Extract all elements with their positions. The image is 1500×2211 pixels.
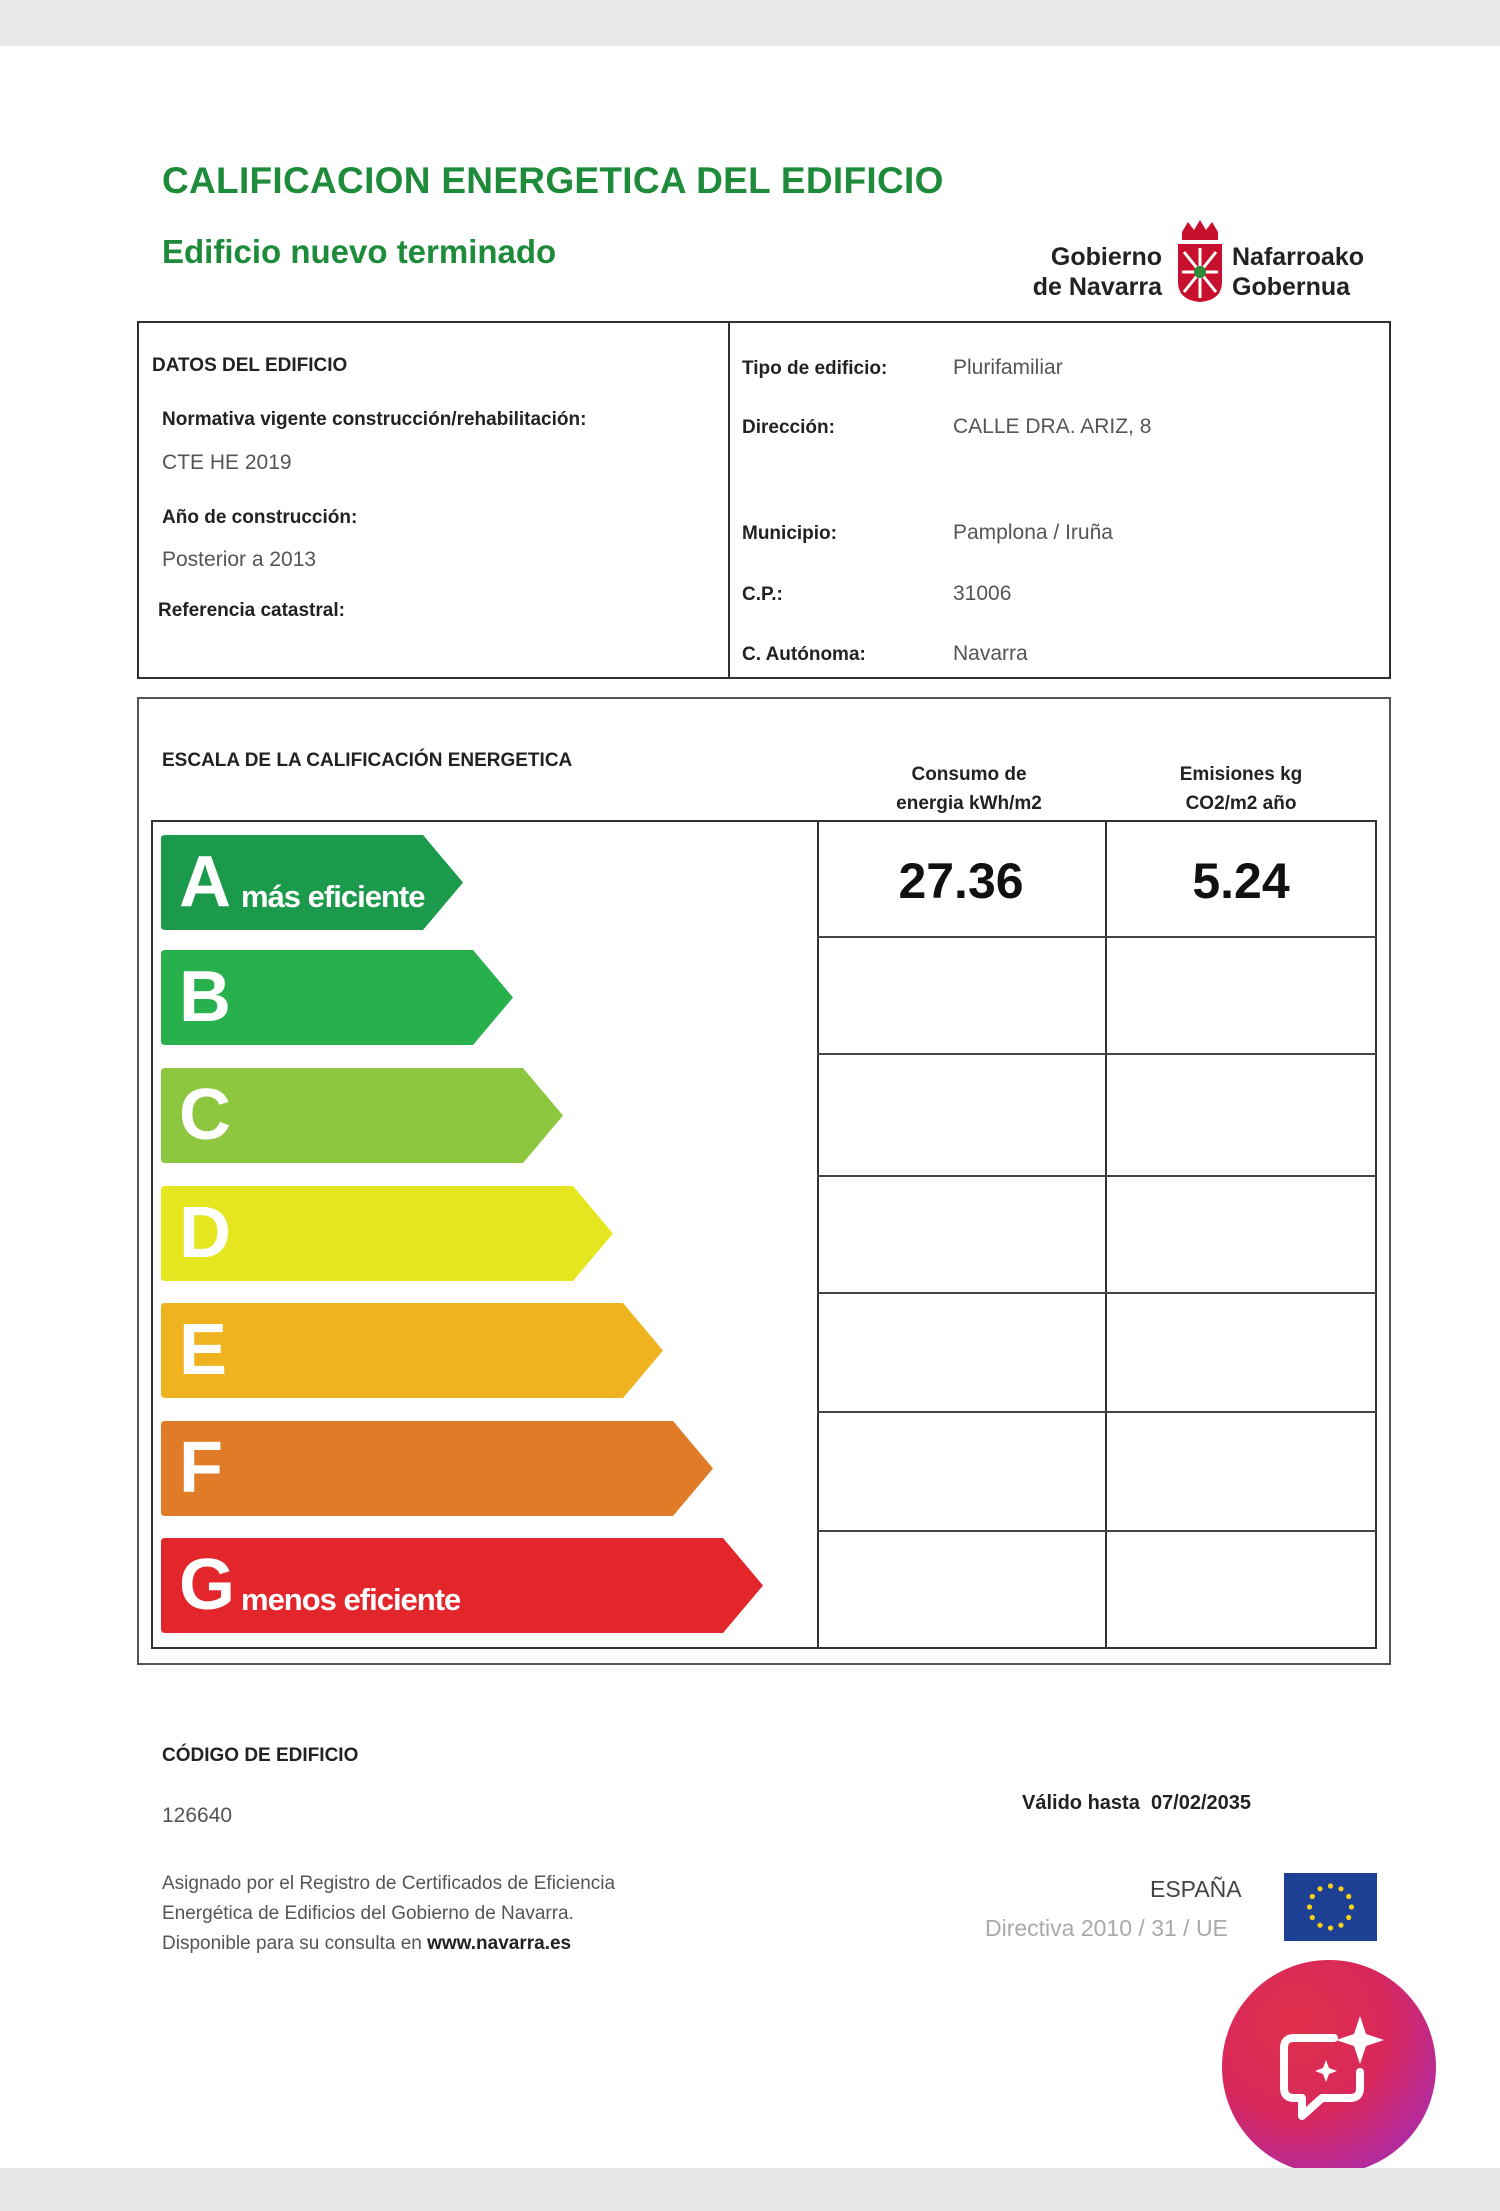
normativa-value: CTE HE 2019 (162, 451, 292, 474)
building-code-value: 126640 (162, 1804, 233, 1827)
rating-letter: G (179, 1545, 236, 1625)
rating-desc: más eficiente (241, 879, 425, 914)
eu-star (1310, 1894, 1315, 1899)
eu-star (1310, 1915, 1315, 1920)
rating-bar-g (161, 1538, 763, 1633)
rating-letter: C (179, 1075, 231, 1155)
rating-arrow-f (161, 1421, 713, 1516)
grid-line-h5 (817, 1411, 1377, 1413)
gov-name-eu: Nafarroako Gobernua (1232, 243, 1364, 301)
grid-line-h3 (817, 1175, 1377, 1177)
rating-letter: B (179, 957, 231, 1037)
consumption-header: Consumo de energia kWh/m2 (896, 764, 1042, 814)
rating-arrow-e (161, 1303, 663, 1398)
region-value: Navarra (953, 642, 1028, 665)
eu-star (1317, 1886, 1322, 1891)
rating-bar-d (161, 1186, 613, 1281)
grid-line-h1 (817, 936, 1377, 938)
scale-title: ESCALA DE LA CALIFICACIÓN ENERGETICA (162, 750, 573, 771)
rating-letter: A (179, 842, 231, 922)
postal-value: 31006 (953, 582, 1012, 605)
type-value: Plurifamiliar (953, 356, 1063, 379)
rating-desc: menos eficiente (241, 1582, 461, 1617)
page-title: CALIFICACION ENERGETICA DEL EDIFICIO (162, 160, 944, 201)
eu-star (1346, 1894, 1351, 1899)
government-logo (1010, 218, 1390, 308)
eu-star (1328, 1925, 1333, 1930)
eu-star (1307, 1904, 1312, 1909)
grid-line-h2 (817, 1053, 1377, 1055)
grid-line-v1 (817, 820, 819, 1649)
rating-bar-f (161, 1421, 713, 1516)
bottom-bar (0, 2168, 1500, 2211)
building-code-label: CÓDIGO DE EDIFICIO (162, 1745, 359, 1766)
address-value: CALLE DRA. ARIZ, 8 (953, 415, 1152, 438)
eu-star (1338, 1923, 1343, 1928)
eu-flag-icon (1284, 1873, 1377, 1941)
building-data-title: DATOS DEL EDIFICIO (152, 355, 348, 376)
rating-bar-a (161, 835, 463, 930)
eu-star (1317, 1923, 1322, 1928)
navarra-link[interactable]: www.navarra.es (427, 1933, 572, 1954)
cadastral-label: Referencia catastral: (158, 600, 345, 621)
normativa-label: Normativa vigente construcción/rehabilitación: (162, 409, 587, 430)
rating-bar-c (161, 1068, 563, 1163)
emissions-value: 5.24 (1192, 853, 1290, 909)
page-subtitle: Edificio nuevo terminado (162, 233, 557, 270)
rating-letter: E (179, 1310, 228, 1390)
postal-label: C.P.: (742, 584, 783, 605)
eu-star (1349, 1904, 1354, 1909)
grid-line-v2 (1105, 820, 1107, 1649)
registry-note: Asignado por el Registro de Certificados de Eficiencia Energética de Edificios del Gobierno de Navarra. Disponible para su consulta en www.navarra.es (162, 1873, 616, 1954)
municipality-label: Municipio: (742, 523, 837, 544)
building-data-divider (728, 323, 730, 677)
grid-line-h4 (817, 1292, 1377, 1294)
valid-until: Válido hasta 07/02/2035 (1022, 1792, 1252, 1814)
chat-assistant-button[interactable] (1222, 1960, 1436, 2174)
rating-bar-e (161, 1303, 663, 1398)
eu-star (1328, 1883, 1333, 1888)
chat-sparkle-icon (1222, 1960, 1436, 2174)
type-label: Tipo de edificio: (742, 358, 888, 379)
top-bar (0, 0, 1500, 46)
gov-name-es: Gobierno de Navarra (1032, 243, 1162, 301)
region-label: C. Autónoma: (742, 644, 866, 665)
consumption-value: 27.36 (898, 853, 1024, 909)
municipality-value: Pamplona / Iruña (953, 521, 1113, 544)
rating-bar-b (161, 950, 513, 1045)
eu-star (1338, 1886, 1343, 1891)
directive-label: Directiva 2010 / 31 / UE (985, 1915, 1228, 1941)
eu-star (1346, 1915, 1351, 1920)
navarra-shield-icon (1174, 218, 1226, 304)
country-label: ESPAÑA (1150, 1876, 1242, 1902)
emissions-header: Emisiones kg CO2/m2 año (1179, 764, 1303, 814)
year-label: Año de construcción: (162, 507, 358, 528)
rating-letter: D (179, 1193, 231, 1273)
year-value: Posterior a 2013 (162, 548, 317, 571)
address-label: Dirección: (742, 417, 835, 438)
grid-line-h6 (817, 1530, 1377, 1532)
rating-letter: F (179, 1428, 223, 1508)
